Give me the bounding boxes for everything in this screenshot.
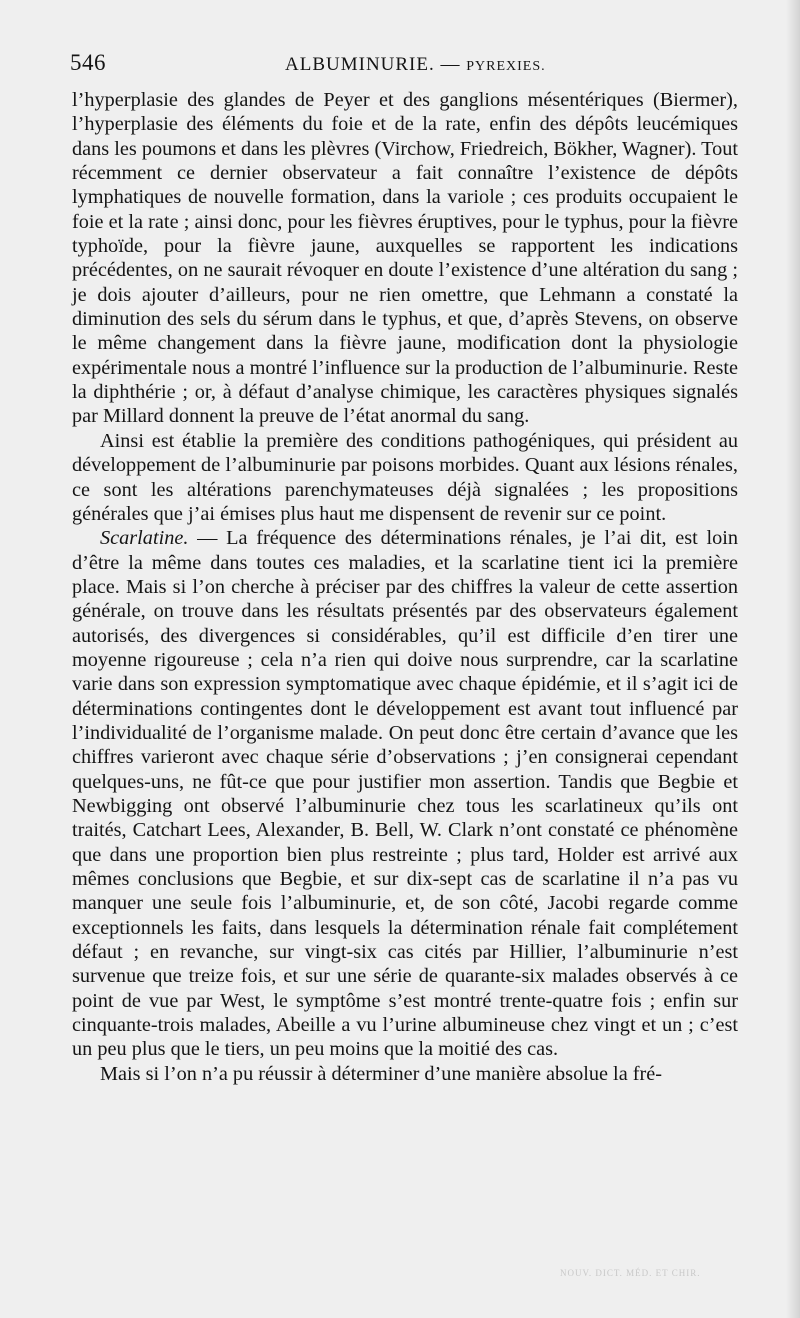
header-section: PYREXIES.	[466, 59, 546, 74]
paragraph-pathogenic-conditions: Ainsi est établie la première des conditions pathogéniques, qui président au développement de l’albuminurie par poisons morbides. Quant aux lésions rénales, ce sont les altérations parenchymateuses déjà signalées ; les propositions générales que j’ai émises plus haut me dispensent de revenir sur ce point.	[72, 429, 738, 525]
header-title: ALBUMINURIE.	[285, 54, 435, 75]
paragraph-continued: l’hyperplasie des glandes de Peyer et des ganglions mésentériques (Biermer), l’hyperplasie des éléments du foie et de la rate, enfin des dépôts leucémiques dans les poumons et dans les plèvres (Virchow, Friedreich, Bökher, Wagner). Tout récemment ce dernier observateur a fait connaître l’existence de dépôts lymphatiques de nouvelle formation, dans la variole ; ces produits occupaient le foie et la rate ; ainsi donc, pour les fièvres éruptives, pour le typhus, pour la fièvre typhoïde, pour la fièvre jaune, auxquelles se rapportent les indications précédentes, on ne saurait révoquer en doute l’existence d’une altération du sang ; je dois ajouter d’ailleurs, pour ne rien omettre, que Lehmann a constaté la diminution des sels du sérum dans le typhus, et que, d’après Stevens, on observe le même changement dans la fièvre jaune, modification dont la physiologie expérimentale nous a montré l’influence sur la production de l’albuminurie. Reste la diphthérie ; or, à défaut d’analyse chimique, les caractères physiques signalés par Millard donnent la preuve de l’état anormal du sang.	[72, 89, 738, 428]
page-number: 546	[70, 50, 106, 75]
body-text	[72, 88, 738, 1086]
show-through-signature: NOUV. DICT. MÉD. ET CHIR.	[560, 1268, 701, 1278]
paragraph-scarlatine	[72, 526, 738, 1062]
scarlatine-text: — La fréquence des déterminations rénales, je l’ai dit, est loin d’être la même dans toutes ces maladies, et la scarlatine tient ici la première place. Mais si l’on cherche à préciser par des chiffres la valeur de cette assertion générale, on trouve dans les résultats présentés par des observateurs également autorisés, des divergences si considérables, qu’il est difficile d’en tirer une moyenne rigoureuse ; cela n’a rien qui doive nous surprendre, car la scarlatine varie dans son expression symptomatique avec chaque épidémie, et il s’agit ici de déterminations contingentes dont le développement est avant tout influencé par l’individualité de l’organisme malade. On peut donc être certain d’avance que les chiffres varieront avec chaque série d’observations ; j’en consignerai cependant quelques-uns, ne fût-ce que pour justifier mon assertion. Tandis que Begbie et Newbigging ont observé l’albuminurie chez tous les scarlatineux qu’ils ont traités, Catchart Lees, Alexander, B. Bell, W. Clark n’ont constaté ce phénomène que dans une proportion bien plus restreinte ; plus tard, Holder est arrivé aux mêmes conclusions que Begbie, et sur dix-sept cas de scarlatine il n’a pas vu manquer une seule fois l’albuminurie, et, de son côté, Jacobi regarde comme exceptionnels les faits, dans lesquels la détermination rénale fait complétement défaut ; en revanche, sur vingt-six cas cités par Hillier, l’albuminurie n’est survenue que treize fois, et sur une série de quarante-six malades observés à ce point de vue par West, le symptôme s’est montré trente-quatre fois ; enfin sur cinquante-trois malades, Abeille a vu l’urine albumineuse chez vingt et un ; c’est un peu plus que le tiers, un peu moins que la moitié des cas.	[72, 527, 738, 1061]
running-header	[70, 50, 730, 80]
paragraph-final: Mais si l’on n’a pu réussir à déterminer d’une manière absolue la fré-	[100, 1062, 663, 1085]
page-edge-shadow	[786, 0, 800, 1318]
running-title	[285, 54, 546, 76]
header-separator: —	[434, 54, 467, 75]
scarlatine-heading: Scarlatine.	[100, 527, 189, 550]
